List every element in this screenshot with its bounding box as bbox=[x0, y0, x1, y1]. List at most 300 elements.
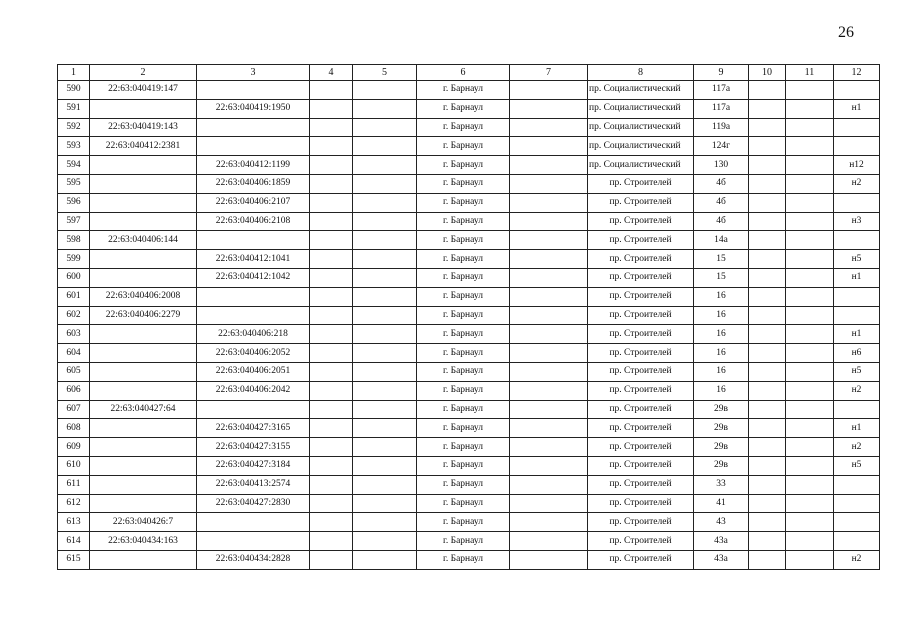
table-cell bbox=[90, 381, 197, 400]
table-cell bbox=[510, 193, 588, 212]
table-cell bbox=[510, 212, 588, 231]
table-cell: г. Барнаул bbox=[417, 494, 510, 513]
table-cell bbox=[90, 325, 197, 344]
table-cell: 22:63:040406:1859 bbox=[197, 174, 310, 193]
table-cell: 22:63:040427:64 bbox=[90, 400, 197, 419]
table-cell bbox=[353, 325, 417, 344]
table-cell bbox=[353, 513, 417, 532]
table-cell bbox=[310, 381, 353, 400]
table-cell: пр. Строителей bbox=[588, 362, 694, 381]
table-cell bbox=[749, 156, 786, 175]
table-cell bbox=[834, 81, 880, 100]
table-cell: пр. Строителей bbox=[588, 419, 694, 438]
table-cell bbox=[353, 306, 417, 325]
table-cell bbox=[749, 287, 786, 306]
column-header: 1 bbox=[58, 65, 90, 81]
table-cell bbox=[749, 174, 786, 193]
table-cell bbox=[834, 306, 880, 325]
table-cell: пр. Социалистический bbox=[588, 118, 694, 137]
table-cell bbox=[834, 475, 880, 494]
column-header: 5 bbox=[353, 65, 417, 81]
table-cell bbox=[786, 118, 834, 137]
table-cell bbox=[353, 212, 417, 231]
table-cell: 592 bbox=[58, 118, 90, 137]
table-cell: г. Барнаул bbox=[417, 456, 510, 475]
table-cell bbox=[834, 137, 880, 156]
table-cell: 22:63:040434:2828 bbox=[197, 550, 310, 569]
table-cell bbox=[310, 156, 353, 175]
table-cell: 607 bbox=[58, 400, 90, 419]
table-cell: 22:63:040406:144 bbox=[90, 231, 197, 250]
table-cell bbox=[197, 118, 310, 137]
table-cell: 22:63:040427:3165 bbox=[197, 419, 310, 438]
table-cell bbox=[510, 400, 588, 419]
table-cell: 615 bbox=[58, 550, 90, 569]
table-cell: г. Барнаул bbox=[417, 381, 510, 400]
table-cell bbox=[197, 81, 310, 100]
table-cell: 609 bbox=[58, 438, 90, 457]
table-cell: пр. Строителей bbox=[588, 532, 694, 551]
table-cell bbox=[786, 156, 834, 175]
table-cell bbox=[90, 362, 197, 381]
table-cell bbox=[353, 475, 417, 494]
table-cell bbox=[353, 344, 417, 363]
table-cell bbox=[510, 381, 588, 400]
table-row bbox=[58, 156, 880, 175]
table-cell: 22:63:040413:2574 bbox=[197, 475, 310, 494]
table-cell bbox=[749, 532, 786, 551]
table-cell bbox=[749, 118, 786, 137]
table-cell: 119а bbox=[694, 118, 749, 137]
table-cell bbox=[310, 550, 353, 569]
table-cell: г. Барнаул bbox=[417, 400, 510, 419]
table-cell bbox=[834, 118, 880, 137]
table-cell: 597 bbox=[58, 212, 90, 231]
table-cell bbox=[510, 456, 588, 475]
table-cell bbox=[310, 325, 353, 344]
table-cell bbox=[749, 99, 786, 118]
table-cell bbox=[353, 137, 417, 156]
table-cell bbox=[353, 494, 417, 513]
table-cell bbox=[834, 287, 880, 306]
table-cell: 22:63:040412:1042 bbox=[197, 268, 310, 287]
table-cell bbox=[90, 193, 197, 212]
table-cell: н1 bbox=[834, 419, 880, 438]
table-cell: 600 bbox=[58, 268, 90, 287]
table-cell bbox=[310, 250, 353, 269]
table-cell bbox=[310, 400, 353, 419]
table-cell: 22:63:040406:2108 bbox=[197, 212, 310, 231]
table-cell bbox=[90, 438, 197, 457]
table-cell bbox=[353, 287, 417, 306]
table-cell bbox=[90, 475, 197, 494]
table-cell bbox=[749, 193, 786, 212]
table-cell: г. Барнаул bbox=[417, 231, 510, 250]
table-cell bbox=[310, 362, 353, 381]
table-cell: пр. Строителей bbox=[588, 231, 694, 250]
table-cell: 117а bbox=[694, 81, 749, 100]
table-cell: 602 bbox=[58, 306, 90, 325]
table-cell: 16 bbox=[694, 381, 749, 400]
table-cell bbox=[834, 400, 880, 419]
table-cell bbox=[310, 419, 353, 438]
table-cell: пр. Социалистический bbox=[588, 81, 694, 100]
table-cell: 22:63:040426:7 bbox=[90, 513, 197, 532]
table-cell bbox=[310, 287, 353, 306]
table-row bbox=[58, 494, 880, 513]
table-row bbox=[58, 99, 880, 118]
table-cell bbox=[510, 550, 588, 569]
table-row bbox=[58, 287, 880, 306]
table-cell: г. Барнаул bbox=[417, 81, 510, 100]
table-cell: н2 bbox=[834, 174, 880, 193]
table-cell: 598 bbox=[58, 231, 90, 250]
table-cell: 41 bbox=[694, 494, 749, 513]
table-cell: 4б bbox=[694, 174, 749, 193]
table-cell bbox=[510, 231, 588, 250]
table-cell: пр. Строителей bbox=[588, 475, 694, 494]
registry-table bbox=[57, 64, 880, 570]
table-cell: пр. Строителей bbox=[588, 456, 694, 475]
table-cell bbox=[786, 513, 834, 532]
table-cell: 130 bbox=[694, 156, 749, 175]
table-cell: г. Барнаул bbox=[417, 362, 510, 381]
table-row bbox=[58, 137, 880, 156]
table-cell: 29в bbox=[694, 419, 749, 438]
table-cell bbox=[749, 268, 786, 287]
table-cell bbox=[310, 306, 353, 325]
table-cell bbox=[510, 268, 588, 287]
table-cell bbox=[197, 137, 310, 156]
table-cell: пр. Строителей bbox=[588, 438, 694, 457]
table-cell bbox=[786, 475, 834, 494]
table-cell bbox=[510, 156, 588, 175]
table-cell bbox=[353, 156, 417, 175]
table-cell: 16 bbox=[694, 325, 749, 344]
table-cell: 15 bbox=[694, 268, 749, 287]
table-row bbox=[58, 400, 880, 419]
table-cell: г. Барнаул bbox=[417, 287, 510, 306]
table-cell: 16 bbox=[694, 287, 749, 306]
column-header: 11 bbox=[786, 65, 834, 81]
table-cell: пр. Строителей bbox=[588, 306, 694, 325]
table-row bbox=[58, 438, 880, 457]
table-cell: г. Барнаул bbox=[417, 532, 510, 551]
table-cell: 22:63:040419:1950 bbox=[197, 99, 310, 118]
table-cell bbox=[90, 550, 197, 569]
table-cell bbox=[749, 137, 786, 156]
table-cell: 29в bbox=[694, 456, 749, 475]
table-cell: 599 bbox=[58, 250, 90, 269]
table-cell bbox=[786, 456, 834, 475]
table-row bbox=[58, 362, 880, 381]
table-cell: 596 bbox=[58, 193, 90, 212]
table-row bbox=[58, 325, 880, 344]
table-cell bbox=[353, 174, 417, 193]
table-cell: г. Барнаул bbox=[417, 306, 510, 325]
table-cell: 613 bbox=[58, 513, 90, 532]
table-cell bbox=[786, 287, 834, 306]
table-cell bbox=[510, 118, 588, 137]
table-cell: пр. Строителей bbox=[588, 174, 694, 193]
table-cell: 124г bbox=[694, 137, 749, 156]
table-cell: г. Барнаул bbox=[417, 99, 510, 118]
table-cell: 22:63:040427:3184 bbox=[197, 456, 310, 475]
table-cell: пр. Строителей bbox=[588, 494, 694, 513]
table-cell bbox=[353, 81, 417, 100]
table-cell: 22:63:040412:1041 bbox=[197, 250, 310, 269]
table-cell: 22:63:040406:218 bbox=[197, 325, 310, 344]
table-row bbox=[58, 550, 880, 569]
table-cell: пр. Социалистический bbox=[588, 137, 694, 156]
table-cell: 29в bbox=[694, 438, 749, 457]
table-cell bbox=[197, 400, 310, 419]
table-cell bbox=[749, 419, 786, 438]
table-cell: 614 bbox=[58, 532, 90, 551]
table-cell: н3 bbox=[834, 212, 880, 231]
table-cell: 33 bbox=[694, 475, 749, 494]
table-cell bbox=[90, 174, 197, 193]
table-cell: г. Барнаул bbox=[417, 513, 510, 532]
table-row bbox=[58, 456, 880, 475]
column-header: 2 bbox=[90, 65, 197, 81]
table-cell bbox=[749, 325, 786, 344]
table-cell bbox=[353, 550, 417, 569]
table-cell bbox=[310, 438, 353, 457]
table-cell bbox=[786, 419, 834, 438]
table-cell bbox=[353, 250, 417, 269]
table-cell bbox=[310, 81, 353, 100]
table-row bbox=[58, 381, 880, 400]
table-cell bbox=[310, 494, 353, 513]
table-cell bbox=[786, 550, 834, 569]
table-cell: 43 bbox=[694, 513, 749, 532]
table-cell: пр. Строителей bbox=[588, 250, 694, 269]
table-cell bbox=[786, 99, 834, 118]
table-cell: 22:63:040406:2051 bbox=[197, 362, 310, 381]
table-cell: 612 bbox=[58, 494, 90, 513]
column-header: 7 bbox=[510, 65, 588, 81]
table-cell bbox=[90, 344, 197, 363]
table-cell: 611 bbox=[58, 475, 90, 494]
table-cell bbox=[90, 494, 197, 513]
table-cell: 22:63:040419:147 bbox=[90, 81, 197, 100]
table-cell: 593 bbox=[58, 137, 90, 156]
table-cell: 43а bbox=[694, 550, 749, 569]
table-cell: 4б bbox=[694, 212, 749, 231]
table-cell: н12 bbox=[834, 156, 880, 175]
table-cell bbox=[749, 513, 786, 532]
table-cell: пр. Строителей bbox=[588, 513, 694, 532]
table-cell bbox=[749, 212, 786, 231]
column-header: 4 bbox=[310, 65, 353, 81]
table-cell: 608 bbox=[58, 419, 90, 438]
table-cell bbox=[510, 475, 588, 494]
table-cell: 14а bbox=[694, 231, 749, 250]
table-cell: 22:63:040406:2042 bbox=[197, 381, 310, 400]
table-cell: 22:63:040406:2279 bbox=[90, 306, 197, 325]
table-cell: 22:63:040406:2107 bbox=[197, 193, 310, 212]
table-cell bbox=[510, 81, 588, 100]
column-header: 12 bbox=[834, 65, 880, 81]
table-cell bbox=[749, 306, 786, 325]
table-cell bbox=[749, 550, 786, 569]
table-cell: н2 bbox=[834, 381, 880, 400]
table-cell: 22:63:040412:1199 bbox=[197, 156, 310, 175]
table-cell bbox=[786, 438, 834, 457]
table-cell bbox=[197, 306, 310, 325]
table-cell bbox=[310, 193, 353, 212]
table-cell: г. Барнаул bbox=[417, 438, 510, 457]
table-cell bbox=[510, 287, 588, 306]
table-cell bbox=[197, 513, 310, 532]
table-cell: 591 bbox=[58, 99, 90, 118]
table-cell bbox=[197, 231, 310, 250]
table-cell bbox=[510, 174, 588, 193]
table-row bbox=[58, 306, 880, 325]
table-cell bbox=[353, 438, 417, 457]
table-cell bbox=[834, 532, 880, 551]
table-cell bbox=[786, 268, 834, 287]
table-cell bbox=[510, 513, 588, 532]
table-cell bbox=[749, 456, 786, 475]
table-cell: пр. Социалистический bbox=[588, 99, 694, 118]
table-cell: н5 bbox=[834, 456, 880, 475]
table-cell bbox=[510, 419, 588, 438]
table-cell bbox=[197, 287, 310, 306]
table-cell: 43а bbox=[694, 532, 749, 551]
table-cell bbox=[510, 306, 588, 325]
table-cell: 604 bbox=[58, 344, 90, 363]
table-cell: г. Барнаул bbox=[417, 212, 510, 231]
table-cell bbox=[786, 344, 834, 363]
table-cell bbox=[310, 174, 353, 193]
table-row bbox=[58, 532, 880, 551]
table-cell bbox=[749, 362, 786, 381]
table-cell bbox=[786, 231, 834, 250]
table-cell bbox=[834, 193, 880, 212]
table-cell bbox=[786, 494, 834, 513]
table-cell bbox=[510, 344, 588, 363]
column-header: 8 bbox=[588, 65, 694, 81]
table-cell: 22:63:040406:2008 bbox=[90, 287, 197, 306]
table-cell: г. Барнаул bbox=[417, 475, 510, 494]
table-cell bbox=[310, 231, 353, 250]
table-cell: пр. Строителей bbox=[588, 344, 694, 363]
table-row bbox=[58, 513, 880, 532]
table-cell: пр. Социалистический bbox=[588, 156, 694, 175]
table-cell bbox=[90, 212, 197, 231]
table-cell bbox=[510, 494, 588, 513]
table-row bbox=[58, 268, 880, 287]
table-cell bbox=[749, 400, 786, 419]
table-cell: 22:63:040406:2052 bbox=[197, 344, 310, 363]
table-row bbox=[58, 475, 880, 494]
table-cell: 594 bbox=[58, 156, 90, 175]
table-cell: 595 bbox=[58, 174, 90, 193]
table-cell: 590 bbox=[58, 81, 90, 100]
table-cell bbox=[353, 99, 417, 118]
table-row bbox=[58, 193, 880, 212]
table-cell: пр. Строителей bbox=[588, 212, 694, 231]
table-cell bbox=[353, 400, 417, 419]
table-cell: 4б bbox=[694, 193, 749, 212]
table-cell: 22:63:040427:3155 bbox=[197, 438, 310, 457]
table-row bbox=[58, 231, 880, 250]
table-cell bbox=[353, 419, 417, 438]
table-cell bbox=[749, 344, 786, 363]
table-row bbox=[58, 344, 880, 363]
table-cell bbox=[310, 344, 353, 363]
table-cell bbox=[749, 231, 786, 250]
table-cell bbox=[510, 532, 588, 551]
table-cell bbox=[197, 532, 310, 551]
table-cell bbox=[90, 99, 197, 118]
table-cell bbox=[353, 118, 417, 137]
table-cell: г. Барнаул bbox=[417, 137, 510, 156]
table-cell bbox=[786, 362, 834, 381]
table-cell bbox=[834, 494, 880, 513]
table-cell: 15 bbox=[694, 250, 749, 269]
table-cell: г. Барнаул bbox=[417, 325, 510, 344]
table-cell bbox=[510, 438, 588, 457]
column-header: 9 bbox=[694, 65, 749, 81]
table-cell: н5 bbox=[834, 250, 880, 269]
table-cell: 610 bbox=[58, 456, 90, 475]
table-cell bbox=[510, 99, 588, 118]
table-cell: 117а bbox=[694, 99, 749, 118]
table-cell: пр. Строителей bbox=[588, 550, 694, 569]
table-cell: 16 bbox=[694, 344, 749, 363]
table-cell bbox=[786, 532, 834, 551]
table-cell: 606 bbox=[58, 381, 90, 400]
table-cell: н6 bbox=[834, 344, 880, 363]
table-cell bbox=[786, 81, 834, 100]
table-cell bbox=[310, 212, 353, 231]
page-number: 26 bbox=[838, 24, 854, 41]
table-header-row bbox=[58, 65, 880, 81]
table-cell bbox=[786, 174, 834, 193]
table-cell: пр. Строителей bbox=[588, 193, 694, 212]
table-row bbox=[58, 174, 880, 193]
table-cell bbox=[510, 362, 588, 381]
table-row bbox=[58, 419, 880, 438]
table-cell bbox=[353, 193, 417, 212]
column-header: 6 bbox=[417, 65, 510, 81]
table-cell bbox=[353, 532, 417, 551]
table-cell bbox=[90, 268, 197, 287]
table-cell bbox=[310, 475, 353, 494]
table-cell: 16 bbox=[694, 362, 749, 381]
table-cell bbox=[834, 231, 880, 250]
column-header: 3 bbox=[197, 65, 310, 81]
table-cell bbox=[310, 118, 353, 137]
table-cell: г. Барнаул bbox=[417, 419, 510, 438]
table-cell bbox=[749, 381, 786, 400]
table-cell bbox=[749, 81, 786, 100]
table-cell: г. Барнаул bbox=[417, 344, 510, 363]
table-cell: 603 bbox=[58, 325, 90, 344]
table-cell: г. Барнаул bbox=[417, 250, 510, 269]
table-cell: пр. Строителей bbox=[588, 325, 694, 344]
table-cell bbox=[786, 400, 834, 419]
table-cell bbox=[310, 137, 353, 156]
table-cell: 22:63:040412:2381 bbox=[90, 137, 197, 156]
table-cell: 16 bbox=[694, 306, 749, 325]
table-cell: г. Барнаул bbox=[417, 550, 510, 569]
table-cell bbox=[310, 532, 353, 551]
table-cell bbox=[310, 99, 353, 118]
